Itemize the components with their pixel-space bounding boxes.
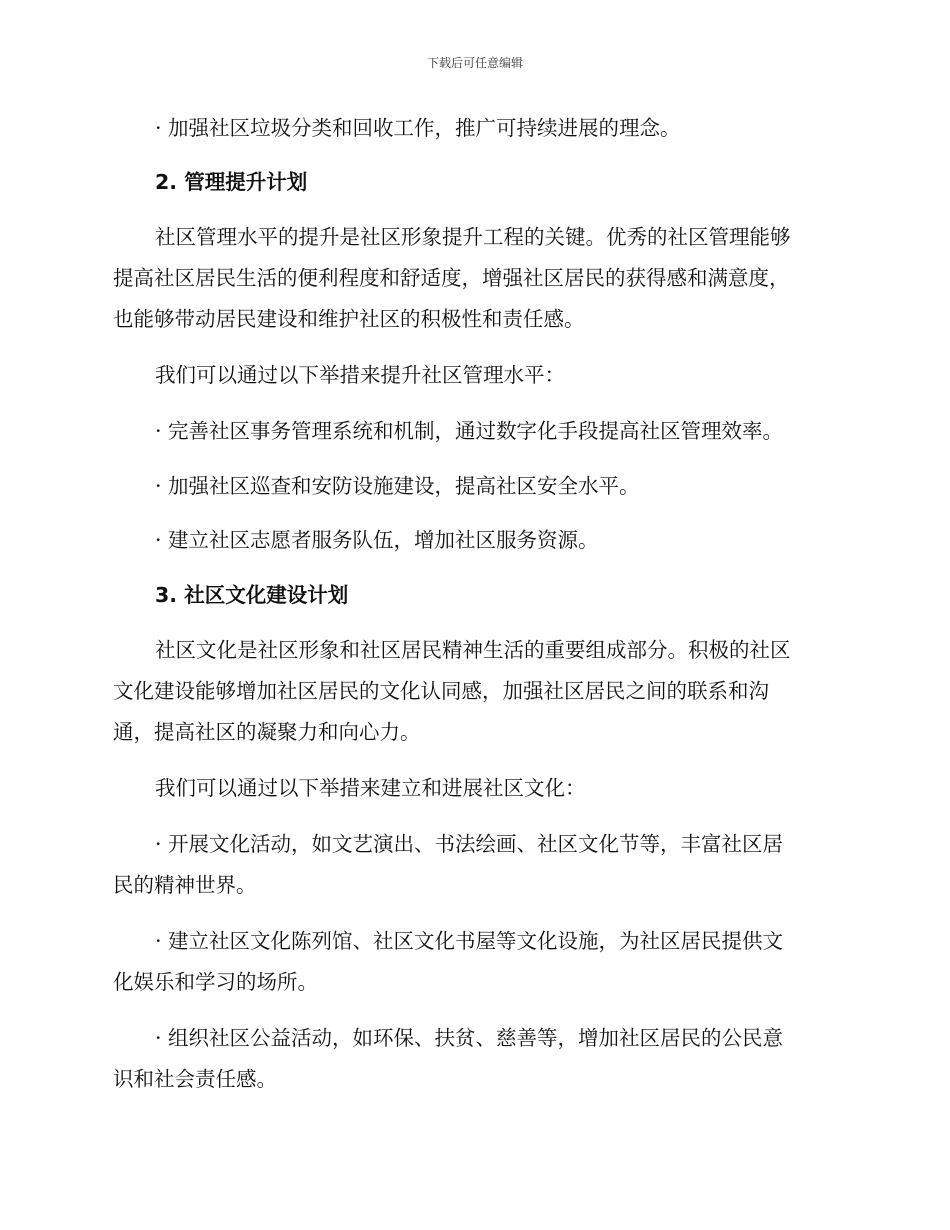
paragraph-line: 文化建设能够增加社区居民的文化认同感，加强社区居民之间的联系和沟 bbox=[113, 679, 769, 703]
paragraph-line: 社区管理水平的提升是社区形象提升工程的关键。优秀的社区管理能够 bbox=[155, 225, 791, 249]
paragraph-line: 我们可以通过以下举措来提升社区管理水平： bbox=[155, 363, 565, 387]
paragraph-line: 也能够带动居民建设和维护社区的积极性和责任感。 bbox=[113, 307, 585, 331]
section-heading: 3. 社区文化建设计划 bbox=[155, 583, 349, 607]
section-heading: 2. 管理提升计划 bbox=[155, 170, 308, 194]
paragraph-line: 我们可以通过以下举措来建立和进展社区文化： bbox=[155, 776, 586, 800]
bullet-item: · 加强社区巡查和安防设施建设，提高社区安全水平。 bbox=[155, 474, 640, 498]
bullet-item: · 建立社区文化陈列馆、社区文化书屋等文化设施，为社区居民提供文 bbox=[155, 929, 784, 953]
paragraph-line: 通，提高社区的凝聚力和向心力。 bbox=[113, 720, 421, 744]
bullet-item: · 开展文化活动，如文艺演出、书法绘画、社区文化节等，丰富社区居 bbox=[155, 832, 784, 856]
bullet-item: · 加强社区垃圾分类和回收工作，推广可持续进展的理念。 bbox=[155, 116, 681, 140]
paragraph-line: 社区文化是社区形象和社区居民精神生活的重要组成部分。积极的社区 bbox=[155, 638, 791, 662]
bullet-item-continuation: 化娱乐和学习的场所。 bbox=[113, 970, 318, 994]
bullet-item-continuation: 民的精神世界。 bbox=[113, 873, 257, 897]
paragraph-line: 提高社区居民生活的便利程度和舒适度，增强社区居民的获得感和满意度， bbox=[113, 266, 790, 290]
bullet-item: · 完善社区事务管理系统和机制，通过数字化手段提高社区管理效率。 bbox=[155, 419, 784, 443]
bullet-item-continuation: 识和社会责任感。 bbox=[113, 1067, 277, 1091]
bullet-item: · 组织社区公益活动，如环保、扶贫、慈善等，增加社区居民的公民意 bbox=[155, 1026, 784, 1050]
bullet-item: · 建立社区志愿者服务队伍，增加社区服务资源。 bbox=[155, 528, 599, 552]
page-header: 下载后可任意编辑 bbox=[426, 56, 523, 70]
